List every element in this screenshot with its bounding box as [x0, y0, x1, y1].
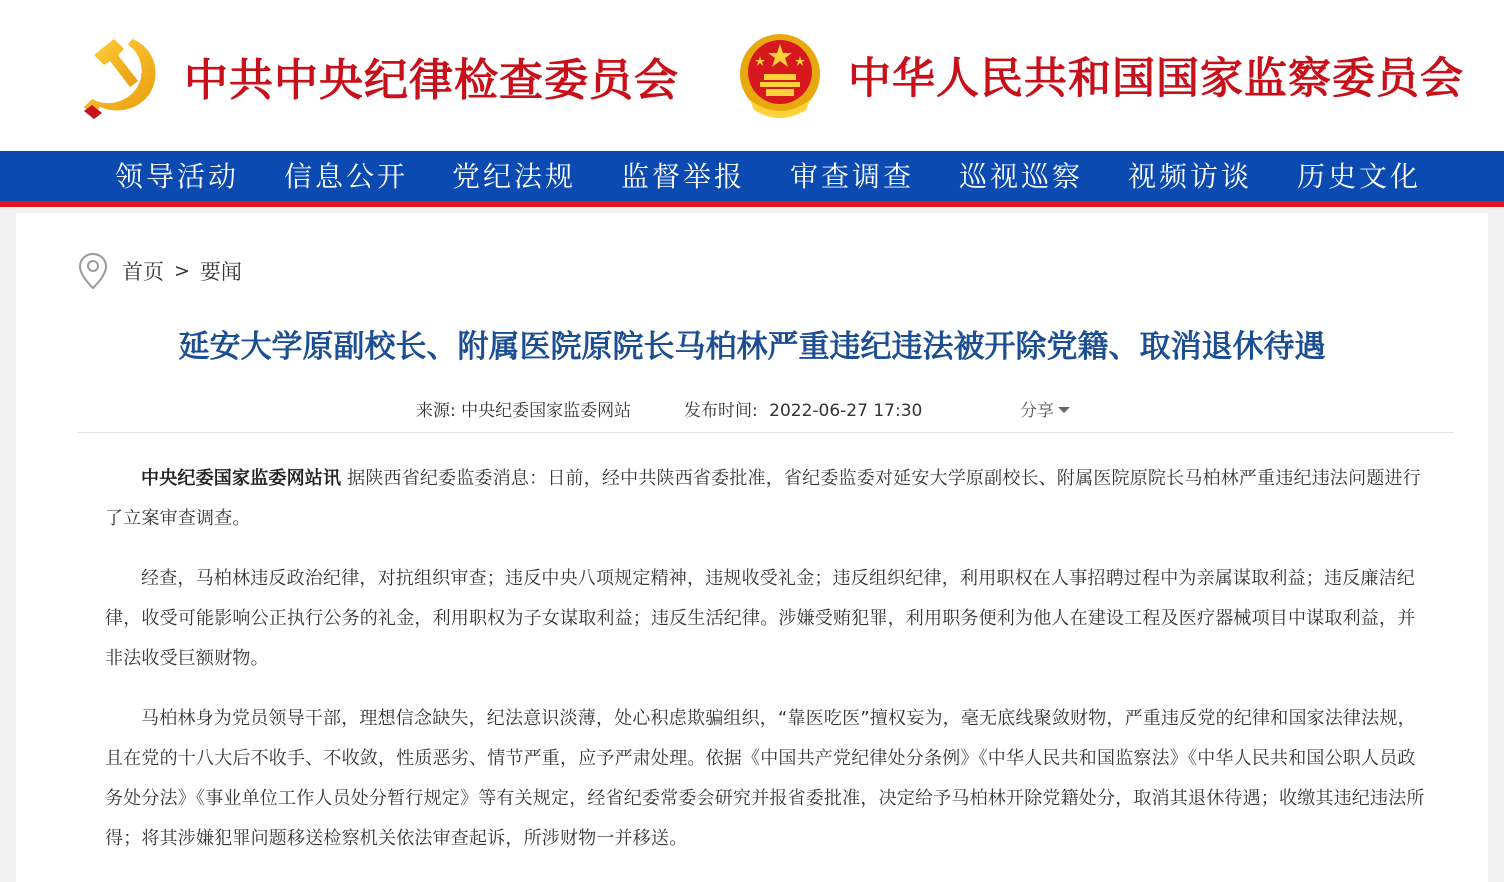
time-label: 发布时间:	[684, 401, 758, 421]
nav-item-inspection[interactable]: 巡视巡察	[959, 160, 1084, 193]
article-body	[105, 459, 1430, 879]
nsc-title: 中华人民共和国国家监察委员会	[848, 54, 1464, 104]
nav-item-leadership[interactable]: 领导活动	[115, 160, 240, 193]
article-panel	[16, 213, 1488, 882]
article-paragraph-1	[105, 459, 1430, 539]
share-button[interactable]	[1020, 396, 1070, 421]
breadcrumb	[78, 251, 242, 291]
nav-item-info-disclosure[interactable]: 信息公开	[284, 160, 409, 193]
breadcrumb-home-link[interactable]: 首页	[122, 260, 164, 284]
article-source	[416, 396, 631, 421]
main-nav	[0, 151, 1504, 207]
paragraph-text: 据陕西省纪委监委消息：日前，经中共陕西省委批准，省纪委监委对延安大学原副校长、附属医院原院长马柏林严重违纪违法问题进行了立案审查调查。	[105, 468, 1421, 529]
hammer-sickle-emblem-icon	[80, 33, 162, 119]
site-header	[0, 0, 1504, 151]
nsc-brand[interactable]	[736, 0, 1464, 151]
source-value: 中央纪委国家监委网站	[461, 401, 632, 421]
nav-item-investigation[interactable]: 审查调查	[790, 160, 915, 193]
meta-divider	[78, 432, 1454, 433]
national-emblem-icon	[736, 30, 824, 122]
ccdi-brand[interactable]	[80, 0, 679, 151]
source-label: 来源:	[416, 401, 456, 421]
share-label: 分享	[1020, 401, 1054, 421]
article-publish-time	[684, 396, 922, 421]
article-title: 延安大学原副校长、附属医院原院长马柏林严重违纪违法被开除党籍、取消退休待遇	[178, 329, 1326, 365]
breadcrumb-current-link[interactable]: 要闻	[199, 260, 242, 284]
nav-item-party-regulations[interactable]: 党纪法规	[452, 160, 577, 193]
article-paragraph-3: 马柏林身为党员领导干部，理想信念缺失，纪法意识淡薄，处心积虑欺骗组织，“靠医吃医”擅权妄为，毫无底线聚敛财物，严重违反党的纪律和国家法律法规，且在党的十八大后不收手、不收敛，性质恶劣、情节严重，应予严肃处理。依据《中国共产党纪律处分条例》《中华人民共和国监察法》《中华人民共和国公职人员政务处分法》《事业单位工作人员处分暂行规定》等有关规定，经省纪委常委会研究并报省委批准，决定给予马柏林开除党籍处分，取消其退休待遇；收缴其违纪违法所得；将其涉嫌犯罪问题移送检察机关依法审查起诉，所涉财物一并移送。	[105, 708, 1425, 849]
nav-item-history-culture[interactable]: 历史文化	[1297, 160, 1422, 193]
nav-item-video-interview[interactable]: 视频访谈	[1128, 160, 1253, 193]
article-lead: 中央纪委国家监委网站讯	[141, 468, 342, 489]
nav-item-supervision-report[interactable]: 监督举报	[621, 160, 746, 193]
location-pin-icon	[78, 252, 108, 290]
ccdi-title: 中共中央纪律检查委员会	[184, 54, 679, 106]
breadcrumb-separator: >	[174, 260, 190, 282]
time-value: 2022-06-27 17:30	[769, 401, 923, 421]
chevron-down-icon	[1058, 407, 1070, 413]
article-paragraph-2: 经查，马柏林违反政治纪律，对抗组织审查；违反中央八项规定精神，违规收受礼金；违反组织纪律，利用职权在人事招聘过程中为亲属谋取利益；违反廉洁纪律，收受可能影响公正执行公务的礼金，利用职权为子女谋取利益；违反生活纪律。涉嫌受贿犯罪，利用职务便利为他人在建设工程及医疗器械项目中谋取利益，并非法收受巨额财物。	[105, 568, 1416, 669]
